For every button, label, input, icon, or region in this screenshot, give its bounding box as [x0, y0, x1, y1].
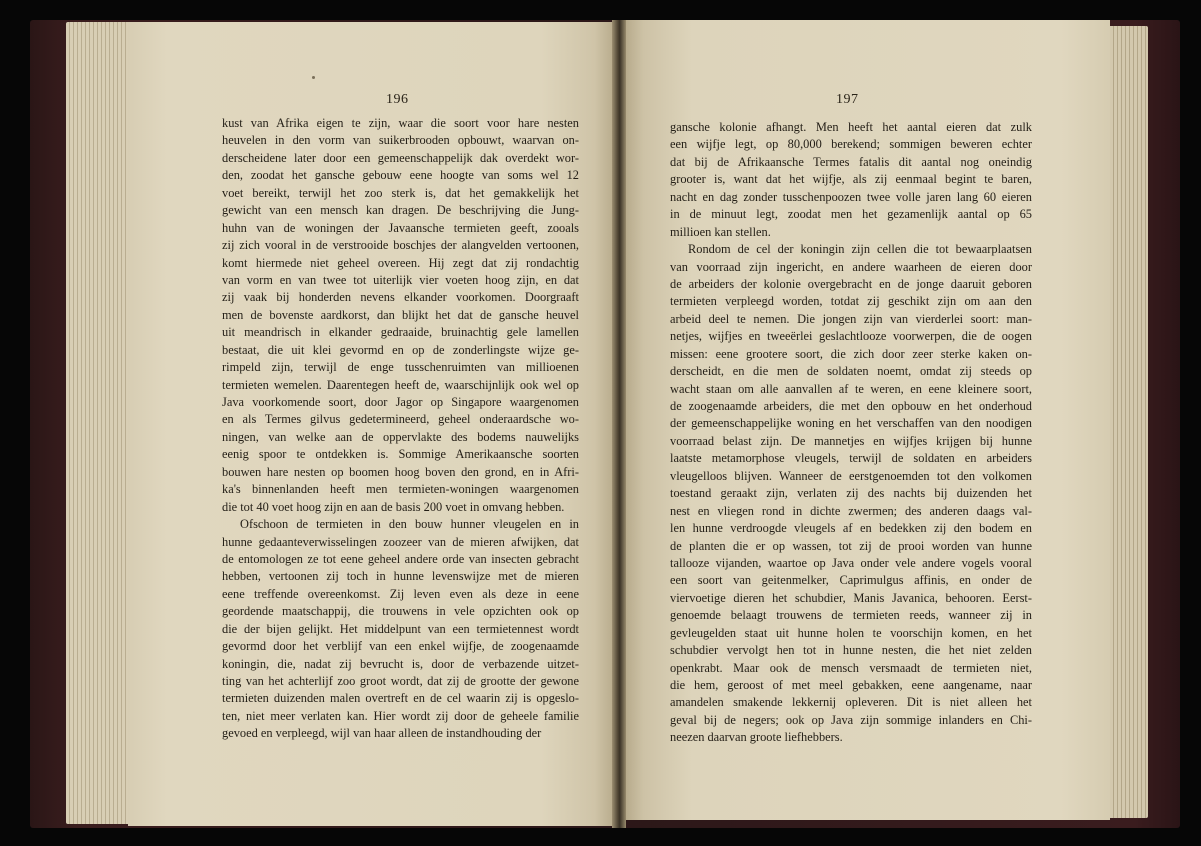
text-line: Ofschoon de termieten in den bouw hunner vleugelen en in: [240, 517, 579, 532]
text-line: gevoed en verpleegd, wijl van haar alleen de instandhouding der: [222, 726, 542, 741]
text-line: nacht en dag zonder tusschenpoozen twee volle jaren lang 60 eieren: [670, 189, 1032, 204]
text-line: de zoogenaamde arbeiders, die met den opbouw en het onderhoud: [670, 399, 1032, 413]
text-line: rimpeld zijn, terwijl de enge tusschenruimten van millioenen: [222, 360, 579, 375]
text-line: bouwen hare nesten op boomen hoog boven den grond, en in Afri-: [222, 464, 579, 479]
text-line: schubdier vervolgt hen tot in hunne nesten, die het niet zelden: [670, 643, 1032, 658]
text-line: kust van Afrika eigen te zijn, waar die soort voor hare nesten: [222, 116, 579, 130]
text-line: openkrabt. Maar ook de mensch versmaadt de termieten niet,: [670, 660, 1032, 675]
text-line: neezen daarvan groote liefhebbers.: [670, 730, 843, 745]
text-line: gansche kolonie afhangt. Men heeft het aantal eieren dat zulk: [670, 120, 1032, 134]
text-line: genoemde belaagt trouwens de termieten reeds, wanneer zij in: [670, 608, 1032, 623]
text-line: Java voorkomende soort, door Jagor op Singapore waargenomen: [222, 395, 579, 409]
text-line: van vorm en van twee tot uiterlijk vier voeten hoog zijn, en dat: [222, 272, 579, 287]
text-line: grooter is, want dat het wijfje, als zij eenmaal begint te baren,: [670, 172, 1032, 187]
text-line: zij zich vooral in de verstrooide boschjes der alangvelden vertoonen,: [222, 238, 579, 253]
text-line: den, zoodat het gansche gebouw eene hoogte van soms wel 12: [222, 168, 579, 183]
left-page-text: [222, 115, 579, 743]
text-line: hebben, vertoonen zij toch in hunne levenswijze met de mieren: [222, 569, 579, 584]
text-line: Rondom de cel der koningin zijn cellen die tot bewaarplaatsen: [688, 242, 1032, 257]
text-line: koningin, die, nadat zij bevrucht is, door de verbazende uitzet-: [222, 656, 579, 671]
text-line: termieten wemelen. Daarentegen heeft de, waarschijnlijk ook wel op: [222, 377, 579, 392]
text-line: en als Termes gilvus gedetermineerd, geheel onderaardsche wo-: [222, 412, 579, 427]
text-line: tallooze vijanden, waartoe op Java onder vele andere vogels vooral: [670, 555, 1032, 570]
text-line: len hunne verdroogde vleugels af en bedekken zij den bodem en: [670, 521, 1032, 536]
text-line: missen: eene grootere soort, die zich door zeer sterke kaken on-: [670, 346, 1032, 361]
text-line: termieten duizenden malen overtreft en de cel waarin zij is opgeslo-: [222, 691, 579, 706]
text-line: gewicht van een mensch kan dragen. De beschrijving die Jung-: [222, 203, 579, 218]
text-line: in de minuut legt, zoodat men het gezamenlijk aantal op 65: [670, 207, 1032, 222]
text-line: gevormd door het verblijf van een enkel wijfje, de zoogenaamde: [222, 639, 579, 654]
text-line: heuvelen in den vorm van suikerbrooden opbouwt, waarvan on-: [222, 133, 579, 148]
text-line: termieten verpleegd worden, totdat zij geschikt zijn om aan den: [670, 294, 1032, 309]
text-line: die der bijen gelijkt. Het middelpunt van een termietennest wordt: [222, 621, 579, 636]
text-line: ka's binnenlanden heeft men termieten-woningen waargenomen: [222, 482, 579, 497]
text-line: amandelen smakende lekkernij opleveren. Dit is niet alleen het: [670, 695, 1032, 710]
text-line: arbeid deel te nemen. Die jongen zijn van vierderlei soort: man-: [670, 311, 1032, 326]
text-line: zij vaak bij honderden nevens elkander voorkomen. Doorgraaft: [222, 290, 579, 305]
text-line: uit meandrisch in elkander gedraaide, bruinachtig gele lamellen: [222, 325, 579, 340]
text-line: ten, niet meer verlaten kan. Hier wordt zij door de geheele familie: [222, 708, 579, 723]
text-line: men de bovenste aardkorst, dan blijkt het dat de gansche heuvel: [222, 307, 579, 322]
text-line: ningen, van welke aan de oppervlakte des bodems nauwelijks: [222, 429, 579, 444]
text-line: de arbeiders der kolonie overgebracht en de jonge daaruit geboren: [670, 276, 1032, 291]
text-line: de entomologen ze tot eene geheel andere orde van insecten gebracht: [222, 551, 579, 566]
text-line: netjes, wijfjes en tweeërlei geslachtlooze voorwerpen, die de oogen: [670, 329, 1032, 344]
text-line: millioen kan stellen.: [670, 224, 771, 239]
text-line: laatste metamorphose vleugels, terwijl de soldaten en arbeiders: [670, 451, 1032, 466]
paper-speck: [312, 76, 315, 79]
text-line: bestaat, die uit klei gevormd en op de zonderlingste wijze ge-: [222, 342, 579, 357]
text-line: vleugelloos blijven. Wanneer de eerstgenoemden tot den volkomen: [670, 468, 1032, 483]
text-line: geval bij de negers; ook op Java zijn sommige inlanders en Chi-: [670, 712, 1032, 727]
page-edges-left: [66, 22, 136, 824]
text-line: toestand geraakt zijn, verlaten zij des nachts bij duizenden het: [670, 486, 1032, 501]
text-line: eenig spoor te ontdekken is. Sommige Amerikaansche soorten: [222, 447, 579, 462]
text-line: nest en vliegen rond in dichte zwermen; des anderen daags val-: [670, 503, 1032, 518]
book-gutter: [612, 20, 626, 828]
right-page-number: 197: [836, 92, 859, 107]
text-line: voorraad belast zijn. De mannetjes en wijfjes krijgen bij hunne: [670, 433, 1032, 448]
text-line: hunne gedaanteverwisselingen zoozeer van de mieren afwijken, dat: [222, 534, 579, 549]
text-line: viervoetige dieren het schubdier, Manis Javanica, behooren. Eerst-: [670, 590, 1032, 605]
text-line: een wijfje legt, op 80,000 berekend; sommigen beweren echter: [670, 137, 1032, 152]
text-line: van voorraad zijn ingericht, en andere waarheen de eieren door: [670, 259, 1032, 274]
text-line: voet bereikt, terwijl het zoo sterk is, dat het gemakkelijk het: [222, 185, 579, 200]
left-page-number: 196: [386, 92, 409, 107]
text-line: eene treffende overeenkomst. Zij leven even als deze in eene: [222, 586, 579, 601]
text-line: gevleugelden staat uit hunne holen te voorschijn komen, en het: [670, 625, 1032, 640]
text-line: een soort van geitenmelker, Caprimulgus affinis, en onder de: [670, 573, 1032, 588]
text-line: huhn van de woningen der Javaansche termieten geeft, zooals: [222, 220, 579, 235]
text-line: ting van het achterlijf zoo groot wordt, dat zij de grootte der gewone: [222, 674, 579, 688]
text-line: derscheidt, en die men de soldaten noemt, omdat zij steeds op: [670, 364, 1032, 379]
page-edges-right: [1106, 26, 1148, 818]
text-line: wacht staan om alle aanvallen af te weren, en eene kleinere soort,: [670, 381, 1032, 396]
text-line: die hem, geroost of met meel gebakken, eene aangename, naar: [670, 678, 1032, 692]
text-line: dat bij de Afrikaansche Termes fatalis dit aantal nog oneindig: [670, 154, 1032, 169]
text-line: komt hiermede niet geheel overeen. Hij zegt dat zij rondachtig: [222, 255, 579, 270]
text-line: derscheidene later door een gemeenschappelijk dak overdekt wor-: [222, 150, 579, 165]
text-line: die tot 40 voet hoog zijn en aan de basis 200 voet in omvang hebben.: [222, 499, 565, 514]
text-line: de planten die er op wassen, tot zij de prooi worden van hunne: [670, 538, 1032, 553]
right-page-text: [670, 119, 1032, 747]
text-line: der gemeenschappelijke woning en het verschaffen van den noodigen: [670, 416, 1032, 431]
text-line: geordende maatschappij, die trouwens in vele opzichten ook op: [222, 604, 579, 619]
